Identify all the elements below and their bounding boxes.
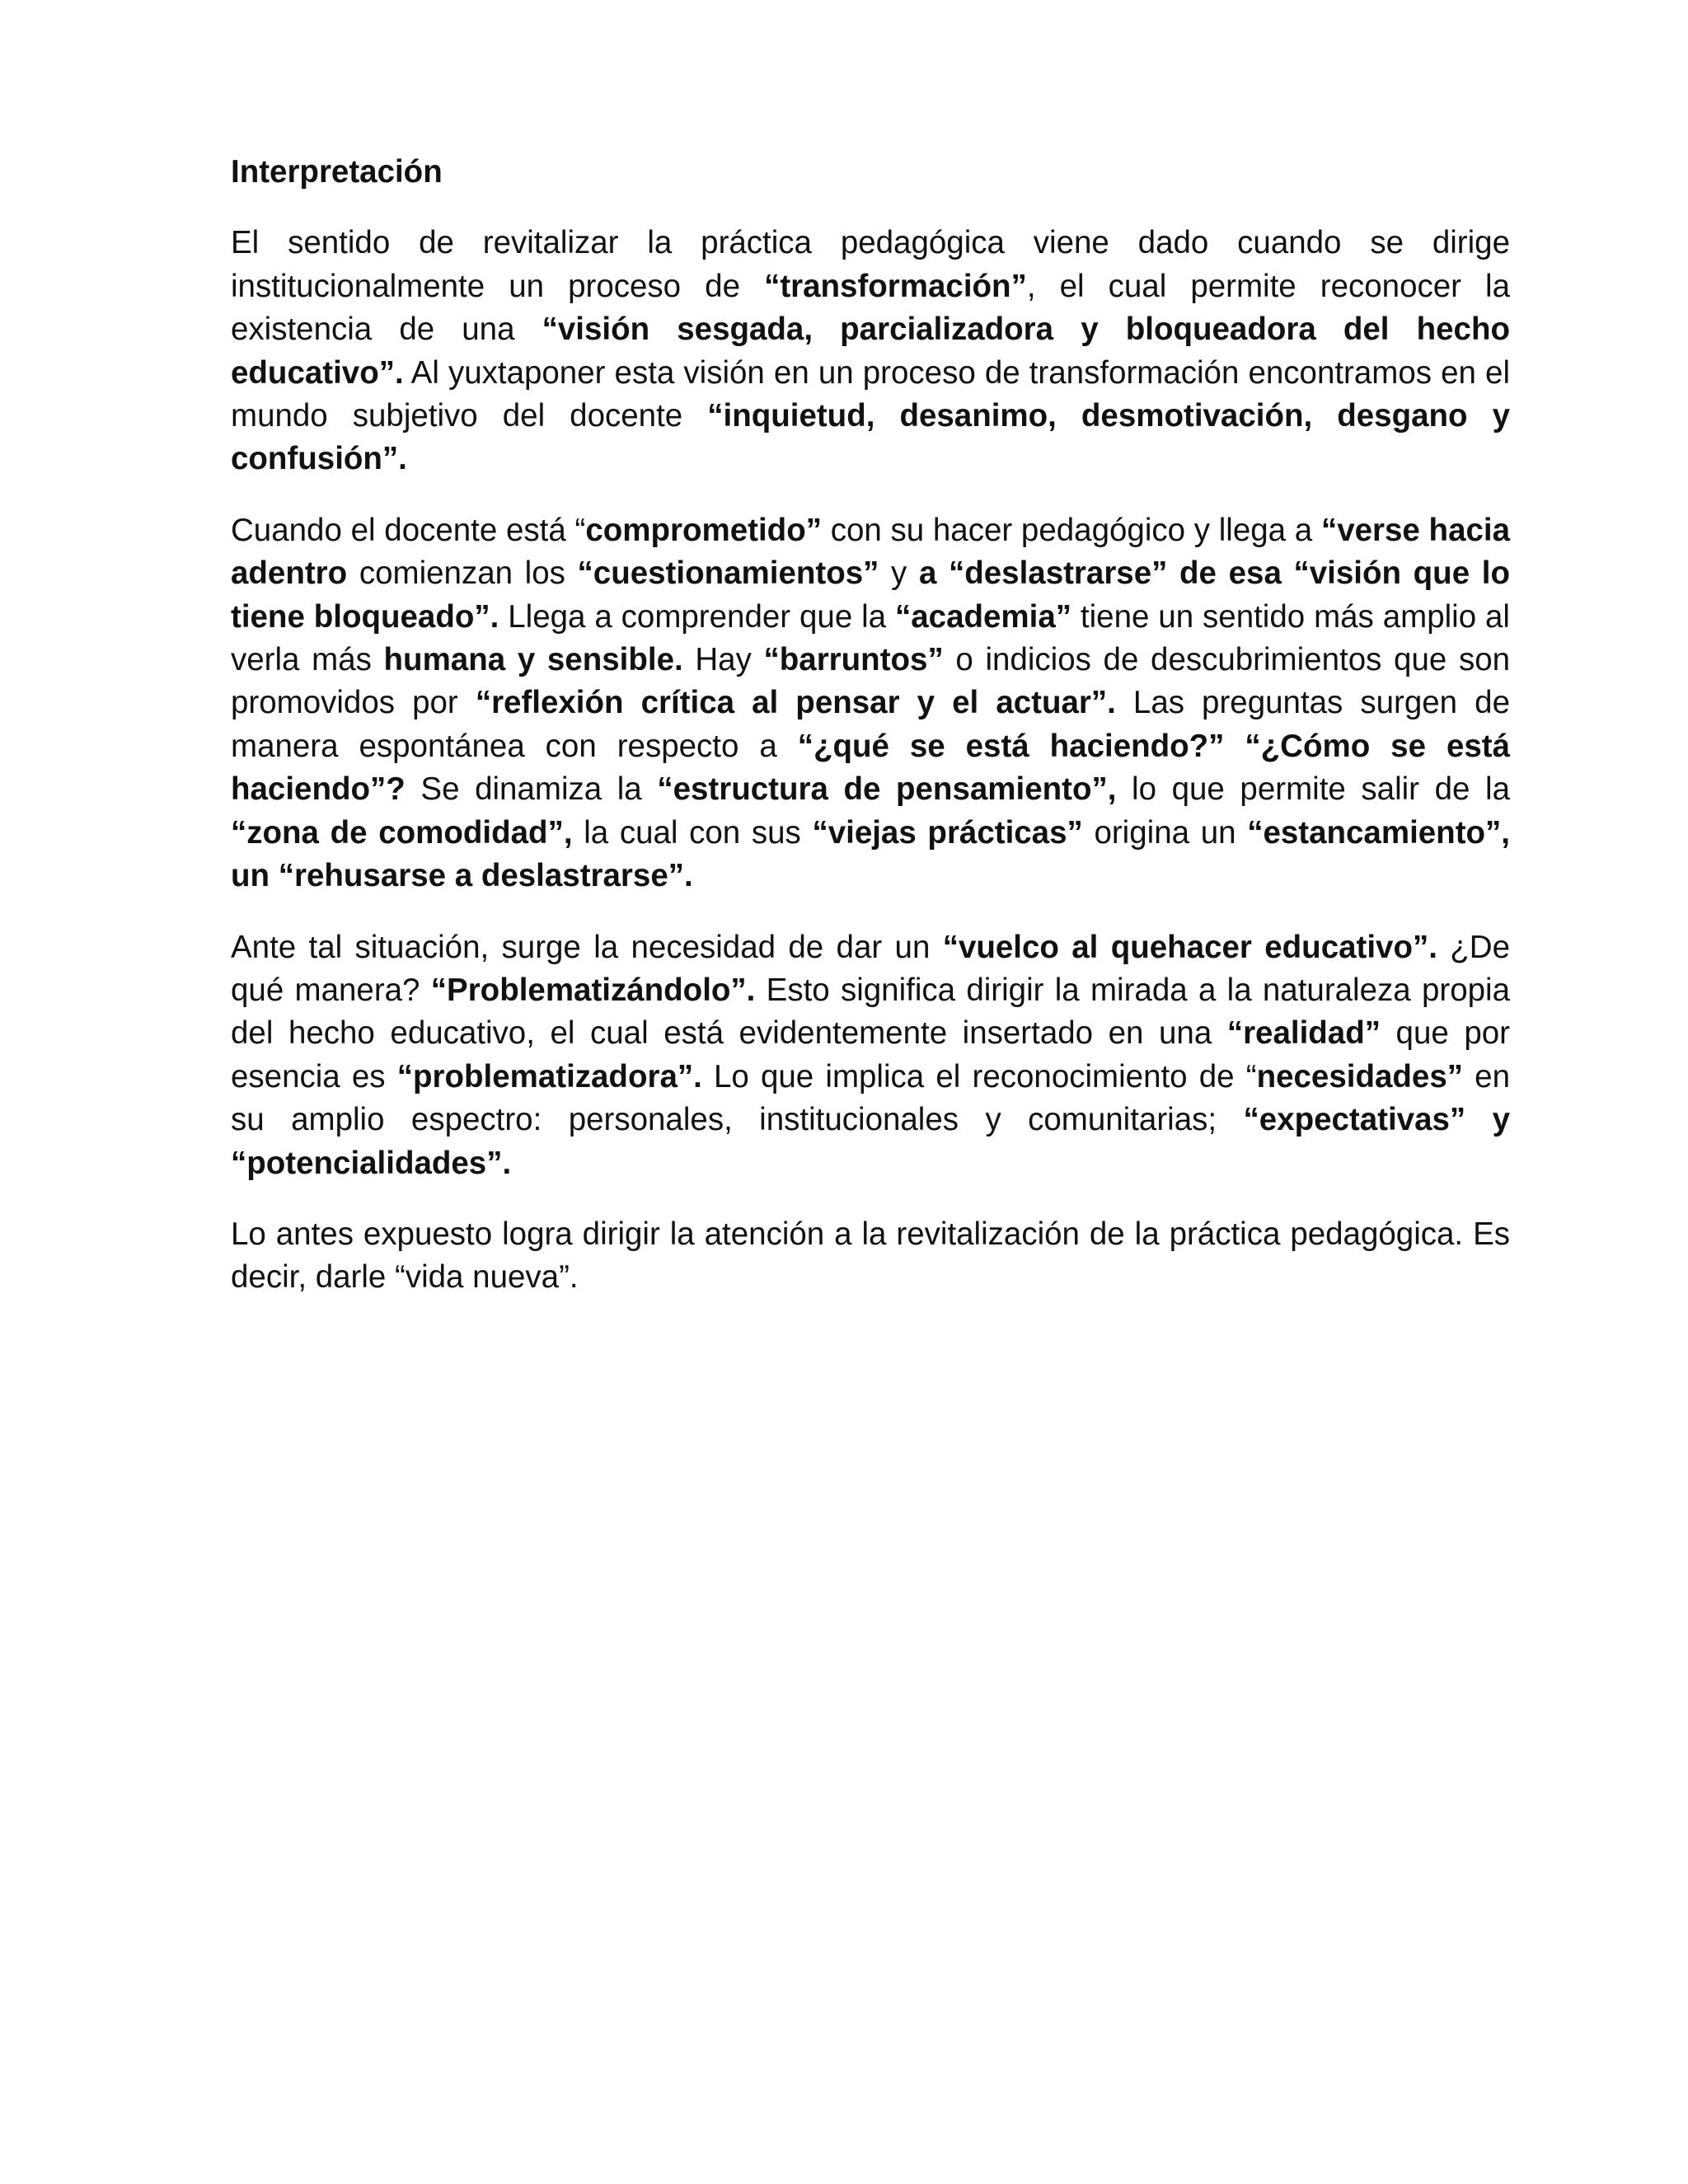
- text-run: tiene un sentido más amplio al verla más: [231, 598, 1510, 678]
- bold-text-run: “reflexión crítica al pensar y el actuar”.: [475, 685, 1116, 721]
- text-run: Hay: [682, 642, 764, 678]
- section-heading: Interpretación: [231, 154, 443, 190]
- bold-text-run: “vuelco al quehacer educativo”.: [942, 929, 1437, 965]
- bold-text-run: “cuestionamientos”: [577, 555, 879, 592]
- bold-text-run: “problematizadora”.: [396, 1058, 702, 1094]
- text-run: en su amplio espectro: personales, institucionales y comunitarias;: [231, 1058, 1510, 1138]
- bold-text-run: “estancamiento”, un “rehusarse a deslastrarse”.: [231, 814, 1510, 894]
- text-run: o indicios de descubrimientos que son promovidos por: [231, 642, 1511, 721]
- text-run: que por esencia es: [231, 1015, 1510, 1094]
- text-run: El sentido de revitalizar la práctica pedagógica viene dado cuando se dirige institucionalmente un proceso de: [231, 225, 1510, 304]
- text-run: Ante tal situación, surge la necesidad de dar un: [231, 929, 943, 965]
- bold-text-run: “barruntos”: [763, 642, 944, 678]
- text-run: , el cual permite reconocer la existencia de una: [231, 268, 1510, 348]
- text-run: la cual con sus: [572, 814, 813, 851]
- bold-text-run: comprometido”: [585, 512, 822, 548]
- text-run: Llega a comprender que la: [499, 598, 895, 635]
- bold-text-run: “Problematizándolo”.: [430, 972, 756, 1008]
- text-run: Cuando el docente está “: [231, 512, 586, 548]
- bold-text-run: a “deslastrarse” de esa “visión que lo tiene bloqueado”.: [231, 555, 1510, 635]
- bold-text-run: humana y sensible.: [383, 642, 683, 678]
- paragraph: [231, 222, 1510, 480]
- paragraph: [231, 1213, 1510, 1300]
- bold-text-run: “expectativas” y “potencialidades”.: [231, 1102, 1510, 1181]
- bold-text-run: “academia”: [895, 598, 1072, 635]
- text-run: ¿De qué manera?: [231, 929, 1510, 1008]
- text-run: Lo antes expuesto logra dirigir la atención a la revitalización de la práctica pedagógica. Es decir, darle “vida nueva”.: [231, 1216, 1510, 1296]
- body-text: [231, 222, 1510, 1299]
- bold-text-run: “inquietud, desanimo, desmotivación, desgano y confusión”.: [231, 398, 1510, 477]
- bold-text-run: “visión sesgada, parcializadora y bloqueadora del hecho educativo”.: [231, 312, 1510, 391]
- bold-text-run: “transformación”: [764, 268, 1027, 304]
- bold-text-run: “zona de comodidad”,: [231, 814, 573, 851]
- paragraph: [231, 926, 1510, 1185]
- text-run: Esto significa dirigir la mirada a la naturaleza propia del hecho educativo, el cual está evidentemente insertado en una: [231, 972, 1510, 1052]
- text-run: origina un: [1082, 814, 1248, 851]
- text-run: Al yuxtaponer esta visión en un proceso de transformación encontramos en el mundo subjetivo del docente: [231, 354, 1510, 434]
- bold-text-run: “¿qué se está haciendo?” “¿Cómo se está haciendo”?: [231, 728, 1510, 808]
- text-run: Las preguntas surgen de manera espontánea con respecto a: [231, 685, 1510, 764]
- paragraph: [231, 509, 1510, 898]
- text-run: con su hacer pedagógico y llega a: [821, 512, 1321, 548]
- text-run: comienzan los: [347, 555, 578, 592]
- bold-text-run: “verse hacia adentro: [231, 512, 1511, 592]
- bold-text-run: “viejas prácticas”: [812, 814, 1083, 851]
- text-run: lo que permite salir de la: [1116, 771, 1510, 808]
- bold-text-run: “estructura de pensamiento”,: [657, 771, 1117, 808]
- bold-text-run: “realidad”: [1226, 1015, 1381, 1052]
- bold-text-run: necesidades”: [1256, 1058, 1463, 1094]
- text-run: Lo que implica el reconocimiento de “: [701, 1058, 1257, 1094]
- document-page: [231, 151, 1510, 1328]
- text-run: y: [879, 555, 919, 592]
- text-run: Se dinamiza la: [405, 771, 658, 808]
